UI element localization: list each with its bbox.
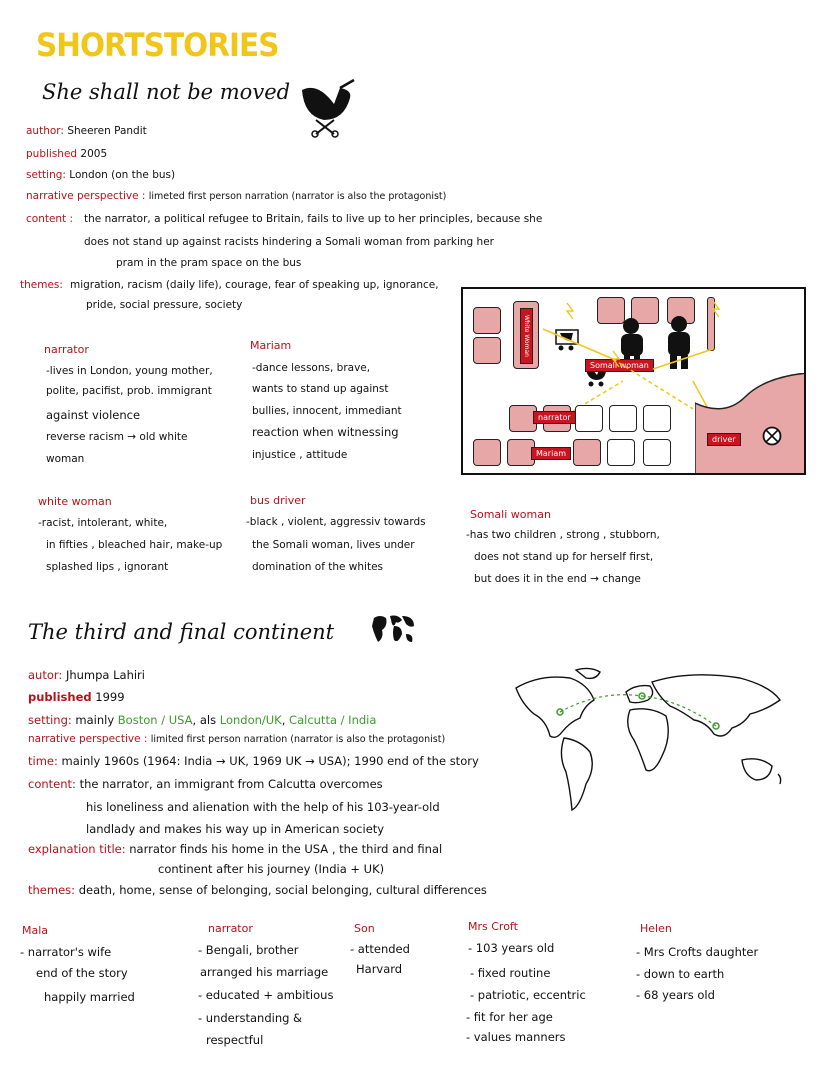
pram-icon [294, 76, 360, 138]
bus-seat [609, 405, 637, 432]
s2-char-line: arranged his marriage [200, 965, 329, 979]
s2-char-line: - values manners [466, 1030, 566, 1044]
s1-char-line: splashed lips , ignorant [46, 561, 169, 573]
page-title: SHORTSTORIES [36, 26, 279, 64]
s1-char-line: injustice , attitude [252, 449, 348, 461]
s2-char-line: - 68 years old [636, 988, 715, 1002]
s1-char-line: polite, pacifist, prob. immigrant [46, 385, 212, 397]
s2-char-line: - fixed routine [470, 966, 551, 980]
s1-themes-label: themes: [20, 279, 63, 291]
bus-seat [643, 439, 671, 466]
s2-themes: themes: death, home, sense of belonging, social belonging, cultural differences [28, 883, 487, 897]
mariam-tag: Mariam [531, 447, 571, 460]
bus-seating-diagram [461, 287, 806, 475]
s1-char-line: woman [46, 453, 85, 465]
s1-char-line: -dance lessons, brave, [252, 362, 371, 374]
s1-content-label: content : [26, 213, 74, 225]
world-map [510, 660, 810, 824]
bus-seat [607, 439, 635, 466]
s2-char-line: - narrator's wife [20, 945, 112, 959]
narrator-tag: narrator [533, 411, 576, 424]
s2-char-line: - fit for her age [466, 1010, 553, 1024]
s2-char-line: respectful [206, 1033, 264, 1047]
s1-char-line: but does it in the end → change [474, 573, 641, 585]
s2-content-label: content: the narrator, an immigrant from Calcutta overcomes [28, 777, 383, 791]
s2-char-line: - down to earth [636, 967, 725, 981]
s2-char-line: Harvard [356, 962, 403, 976]
s1-char-line: does not stand up for herself first, [474, 551, 654, 563]
s1-content-line: the narrator, a political refugee to Britain, fails to live up to her principles, because she [84, 213, 543, 225]
s1-perspective: narrative perspective : limeted first person narration (narrator is also the protagonist) [26, 190, 447, 202]
s2-char-name: Mrs Croft [468, 920, 518, 933]
s1-char-line: -racist, intolerant, white, [38, 517, 168, 529]
driver-tag: driver [707, 433, 741, 446]
s1-char-line: against violence [46, 408, 141, 422]
s1-published: published 2005 [26, 148, 108, 160]
s2-char-name: Mala [22, 924, 49, 937]
s1-author: author: Sheeren Pandit [26, 125, 147, 137]
s2-published: published 1999 [28, 690, 125, 704]
s2-explanation-line: continent after his journey (India + UK) [158, 862, 385, 876]
s1-char-line: domination of the whites [252, 561, 384, 573]
driver-cabin [695, 373, 806, 475]
bus-seat [575, 405, 603, 432]
s2-setting: setting: mainly Boston / USA, als London/UK, Calcutta / India [28, 713, 377, 727]
s1-char-name: bus driver [250, 494, 306, 507]
s1-char-line: -black , violent, aggressiv towards [246, 516, 426, 528]
story2-title: The third and final continent [28, 620, 335, 644]
s1-char-line: -has two children , strong , stubborn, [466, 529, 660, 541]
s1-char-line: -lives in London, young mother, [46, 365, 213, 377]
bus-seat [473, 439, 501, 466]
s1-char-name: narrator [44, 343, 89, 356]
s2-char-line: end of the story [36, 966, 128, 980]
s2-char-name: Son [354, 922, 375, 935]
bus-seat [573, 439, 601, 466]
s2-author: autor: Jhumpa Lahiri [28, 668, 145, 682]
s2-char-line: - educated + ambitious [198, 988, 334, 1002]
s1-char-name: white woman [38, 495, 112, 508]
s2-char-name: Helen [640, 922, 672, 935]
s1-content-line: does not stand up against racists hindering a Somali woman from parking her [84, 236, 494, 248]
s2-perspective: narrative perspective : limited first person narration (narrator is also the protagonist) [28, 733, 446, 745]
s1-char-line: in fifties , bleached hair, make-up [46, 539, 223, 551]
white-woman-tag: White Woman [520, 308, 533, 364]
s2-char-name: narrator [208, 922, 253, 935]
s2-content-line: his loneliness and alienation with the help of his 103-year-old [86, 800, 440, 814]
steering-wheel-icon [761, 425, 783, 447]
s2-char-line: - patriotic, eccentric [470, 988, 586, 1002]
bus-seat [643, 405, 671, 432]
s1-char-line: reaction when witnessing [252, 425, 399, 439]
s2-time: time: mainly 1960s (1964: India → UK, 1969 UK → USA); 1990 end of the story [28, 754, 479, 768]
continents-icon [370, 612, 416, 648]
s1-char-name: Mariam [250, 339, 292, 352]
s2-explanation: explanation title: narrator finds his home in the USA , the third and final [28, 842, 443, 856]
s1-content-line: pram in the pram space on the bus [116, 257, 302, 269]
s1-char-line: bullies, innocent, immediant [252, 405, 402, 417]
somali-woman-tag: Somali woman [585, 359, 654, 372]
s2-char-line: - understanding & [198, 1011, 303, 1025]
story1-title: She shall not be moved [42, 80, 291, 104]
s1-themes-line: pride, social pressure, society [86, 299, 243, 311]
s1-char-line: wants to stand up against [252, 383, 389, 395]
s1-char-line: reverse racism → old white [46, 431, 188, 443]
s2-char-line: - 103 years old [468, 941, 555, 955]
s2-char-line: happily married [44, 990, 135, 1004]
s2-char-line: - Mrs Crofts daughter [636, 945, 759, 959]
s1-themes-line: migration, racism (daily life), courage, fear of speaking up, ignorance, [70, 279, 439, 291]
s2-char-line: - attended [350, 942, 410, 956]
s1-char-line: the Somali woman, lives under [252, 539, 415, 551]
s2-char-line: - Bengali, brother [198, 943, 299, 957]
s2-content-line: landlady and makes his way up in American society [86, 822, 385, 836]
s1-char-name: Somali woman [470, 508, 551, 521]
s1-setting: setting: London (on the bus) [26, 169, 176, 181]
